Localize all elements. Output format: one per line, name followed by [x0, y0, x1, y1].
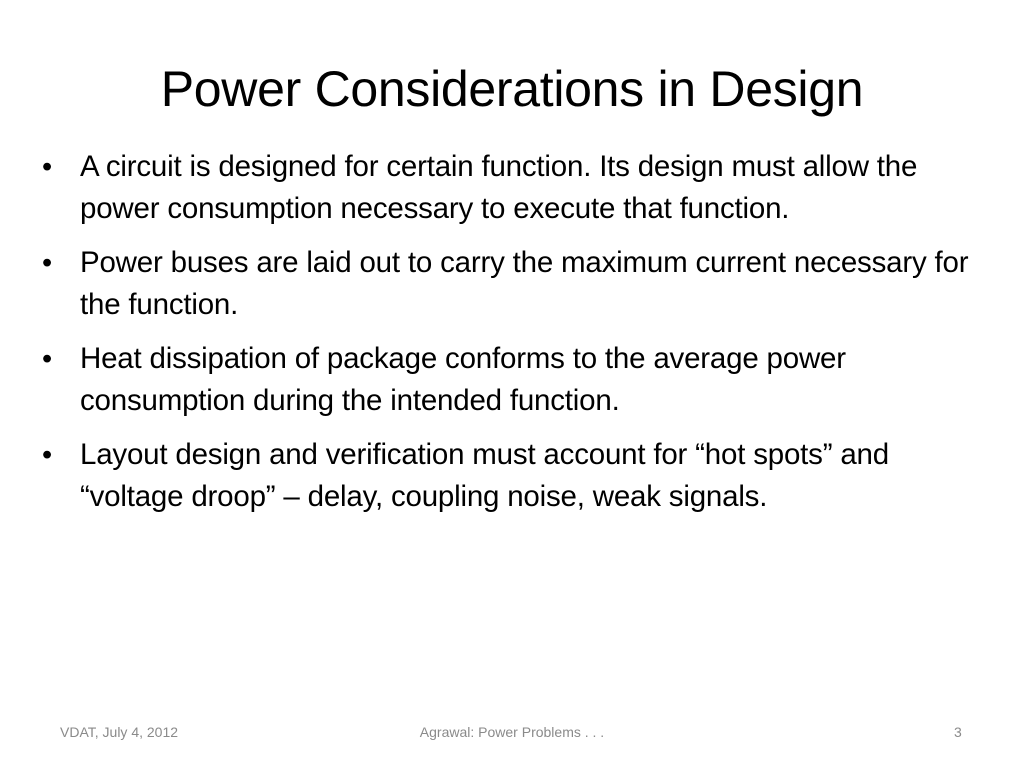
bullet-item: [40, 434, 990, 518]
slide-title: Power Considerations in Design: [160, 61, 864, 117]
bullet-item: [40, 146, 990, 230]
bullet-item: [40, 242, 990, 326]
bullet-dot-icon: •: [42, 439, 52, 471]
bullet-dot-icon: •: [42, 343, 52, 375]
bullet-dot-icon: •: [42, 247, 52, 279]
bullet-text: Heat dissipation of package conforms to the average power consumption during the intended function.: [80, 342, 846, 417]
bullet-text: Layout design and verification must account for “hot spots” and “voltage droop” – delay, coupling noise, weak signals.: [80, 438, 889, 513]
footer-title: Agrawal: Power Problems . . .: [419, 724, 605, 740]
bullet-dot-icon: •: [42, 151, 52, 183]
bullet-text: A circuit is designed for certain function. Its design must allow the power consumption necessary to execute that function.: [80, 150, 918, 225]
bullet-item: [40, 338, 990, 422]
bullet-text: Power buses are laid out to carry the maximum current necessary for the function.: [80, 246, 969, 321]
bullet-list: [40, 146, 990, 530]
slide-number: 3: [954, 724, 962, 740]
footer-date: VDAT, July 4, 2012: [60, 724, 179, 740]
